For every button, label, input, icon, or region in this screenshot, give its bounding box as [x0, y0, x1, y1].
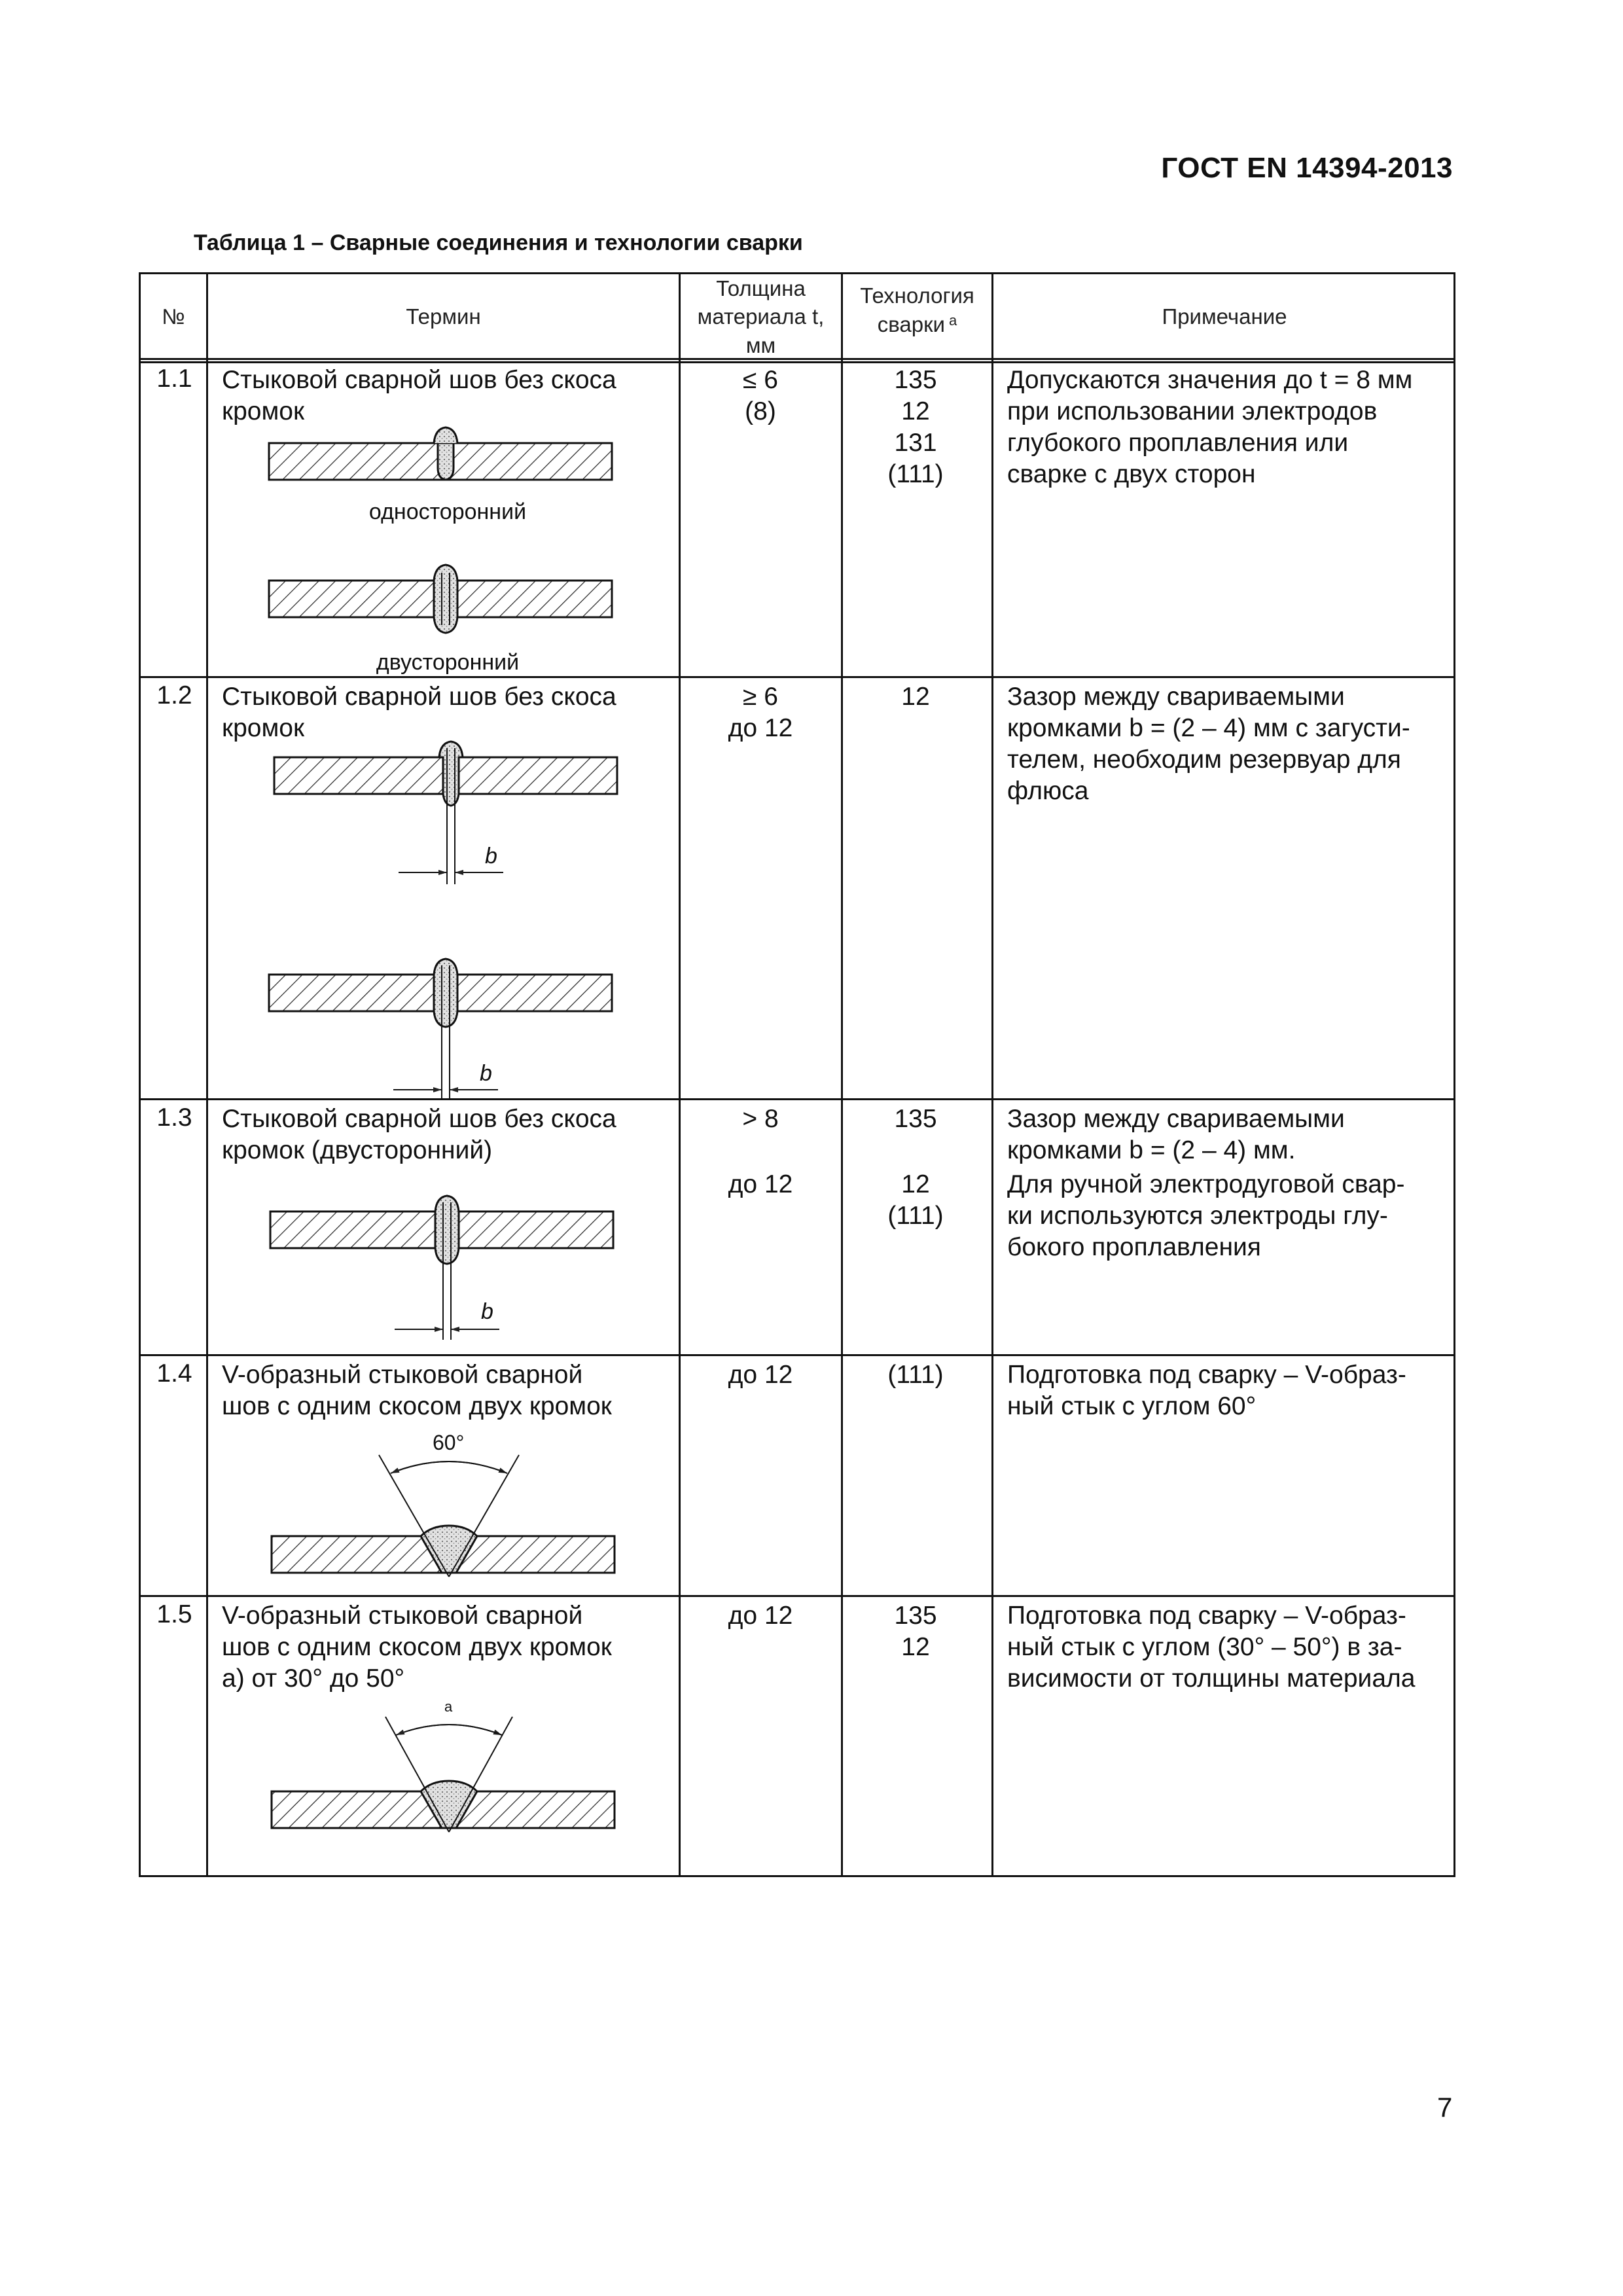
butt-weld-single-sided-figure [269, 426, 622, 492]
col-header-note: Примечание [1162, 304, 1287, 329]
document-code: ГОСТ EN 14394-2013 [1161, 152, 1453, 184]
row-number: 1.2 [156, 681, 192, 709]
row-term: V-образный стыковой сварной шов с одним скосом двух кромок [222, 1361, 612, 1420]
row-note: Подготовка под сварку – V-образ- ный стык с углом (30° – 50°) в за- висимости от толщины материала [1007, 1602, 1416, 1693]
dimension-b-label: b [480, 1061, 492, 1086]
row-term: Стыковой сварной шов без скоса кромок (двусторонний) [222, 1105, 616, 1164]
row-thickness: > 8 до 12 [728, 1105, 793, 1198]
butt-weld-double-sided-gap-figure [270, 1194, 624, 1352]
row-thickness: до 12 [728, 1602, 793, 1630]
dimension-b-label: b [485, 844, 497, 869]
row-technology: 135 12 131 (111) [887, 366, 944, 488]
row-note: Зазор между свариваемыми кромками b = (2 – 4) мм с загусти- телем, необходим резервуар для флюса [1007, 683, 1410, 805]
row-note: Подготовка под сварку – V-образ- ный стык с углом 60° [1007, 1361, 1406, 1420]
row-term: Стыковой сварной шов без скоса кромок [222, 366, 616, 425]
row-note: Допускаются значения до t = 8 мм при использовании электродов глубокого проплавления или сварке с двух сторон [1007, 366, 1413, 488]
v-groove-60-figure [272, 1421, 625, 1591]
col-header-technology: Технология сварки $^a$ [860, 283, 974, 336]
figure-caption-double: двусторонний [376, 650, 520, 675]
butt-weld-gap-single-figure [274, 740, 628, 897]
angle-60-label: 60° [433, 1431, 465, 1454]
welding-table [139, 272, 1455, 1877]
page-number: 7 [1437, 2092, 1453, 2123]
row-technology: 135 12 [894, 1602, 937, 1661]
row-term: V-образный стыковой сварной шов с одним скосом двух кромок а) от 30° до 50° [222, 1602, 612, 1693]
butt-weld-double-sided-figure [269, 564, 622, 636]
col-header-num: № [162, 304, 185, 329]
row-technology: 12 [901, 683, 930, 711]
row-term: Стыковой сварной шов без скоса кромок [222, 683, 616, 742]
col-header-term: Термин [406, 304, 481, 329]
row-technology: (111) [887, 1361, 944, 1389]
table-caption: Таблица 1 – Сварные соединения и технологии сварки [194, 230, 803, 255]
row-number: 1.1 [156, 365, 192, 393]
row-thickness: ≥ 6 до 12 [728, 683, 793, 742]
angle-a-label: a [444, 1698, 453, 1715]
row-technology: 135 12 (111) [887, 1105, 944, 1230]
row-number: 1.5 [156, 1600, 192, 1628]
row-thickness: ≤ 6 (8) [743, 366, 778, 425]
row-number: 1.4 [156, 1359, 192, 1388]
butt-weld-gap-double-figure [269, 958, 622, 1115]
col-header-thickness: Толщина материала t, мм [697, 276, 825, 357]
figure-caption-single: односторонний [368, 499, 527, 524]
row-note: Зазор между свариваемыми кромками b = (2 – 4) мм. Для ручной электродуговой свар- ки используются электроды глу- бокого проплавления [1007, 1105, 1405, 1261]
row-thickness: до 12 [728, 1361, 793, 1389]
row-number: 1.3 [156, 1103, 192, 1132]
dimension-b-label: b [481, 1299, 493, 1324]
v-groove-variable-angle-figure [272, 1695, 625, 1871]
